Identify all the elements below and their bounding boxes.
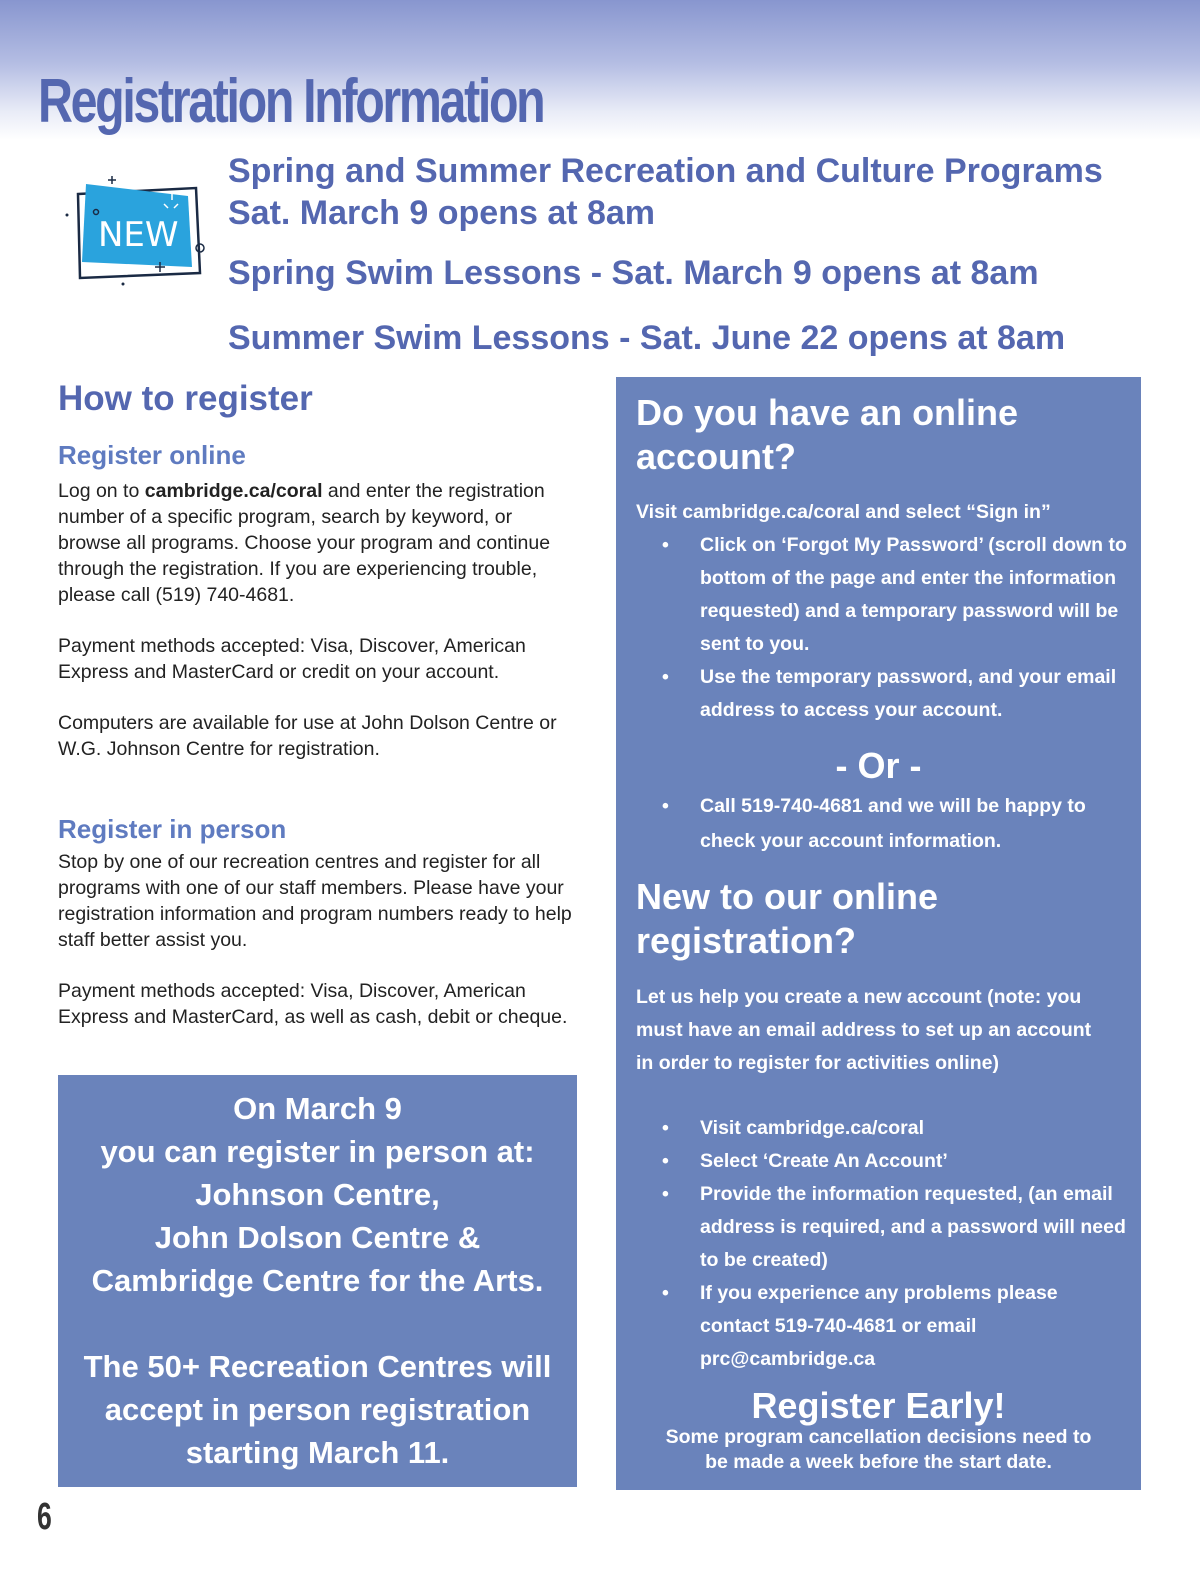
page-number: 6	[37, 1496, 52, 1538]
bullet-icon: •	[662, 1282, 669, 1304]
bullet-icon: •	[662, 1117, 669, 1139]
list-item	[636, 789, 1131, 859]
create-account-steps	[636, 1112, 1131, 1376]
march-box-line: Cambridge Centre for the Arts.	[91, 1263, 544, 1298]
announcement-line: Spring Swim Lessons - Sat. March 9 opens at 8am	[228, 254, 1039, 292]
register-in-person-text: Stop by one of our recreation centres and register for all programs with one of our staff members. Please have your registration information and program numbers ready to help staff better assist you.	[58, 851, 572, 951]
page-title: Registration Information	[38, 67, 544, 136]
new-badge	[60, 170, 210, 290]
register-online-heading: Register online	[58, 440, 246, 470]
march-box-line: starting March 11.	[185, 1435, 450, 1470]
march-registration-box	[58, 1075, 577, 1487]
register-in-person-heading: Register in person	[58, 814, 287, 844]
march-box-line: The 50+ Recreation Centres will	[83, 1349, 552, 1384]
march-box-line: accept in person registration	[104, 1392, 531, 1427]
register-early-note	[616, 1425, 1141, 1475]
online-account-box	[616, 377, 1141, 1490]
announcement-line: Sat. March 9 opens at 8am	[228, 194, 656, 232]
new-registration-heading-line: registration?	[636, 920, 857, 961]
bullet-icon: •	[662, 666, 669, 688]
list-item	[636, 1145, 1131, 1178]
call-option-list	[636, 789, 1131, 859]
register-online-text-prefix: Log on to	[58, 480, 145, 502]
list-item	[636, 529, 1131, 661]
how-to-register-heading: How to register	[58, 379, 313, 418]
march-box-line: On March 9	[233, 1091, 402, 1126]
list-item-text: Call 519-740-4681 and we will be happy to check your account information.	[700, 795, 1086, 852]
announcement-line: Spring and Summer Recreation and Culture Programs	[228, 152, 1103, 190]
register-early-note-line: Some program cancellation decisions need to	[665, 1426, 1092, 1448]
new-badge-text: NEW	[98, 215, 179, 255]
bullet-icon: •	[662, 534, 669, 556]
announcements	[228, 150, 1188, 359]
bullet-icon: •	[662, 1183, 669, 1205]
new-registration-heading-line: New to our online	[636, 876, 938, 917]
list-item-text: Click on ‘Forgot My Password’ (scroll down to bottom of the page and enter the information requested) and a temporary password will be sent to you.	[700, 534, 1127, 655]
bullet-icon: •	[662, 795, 669, 817]
forgot-password-steps	[636, 529, 1131, 727]
online-payment-methods: Payment methods accepted: Visa, Discover, American Express and MasterCard or credit on your account.	[58, 635, 526, 683]
list-item-text: Use the temporary password, and your email address to access your account.	[700, 666, 1117, 721]
online-account-heading	[636, 391, 1018, 479]
sign-in-instruction: Visit cambridge.ca/coral and select “Sign in”	[636, 501, 1051, 523]
create-account-intro: Let us help you create a new account (note: you must have an email address to set up an account in order to register for activities online)	[636, 986, 1092, 1074]
register-online-text-suffix: and enter the registration number of a specific program, search by keyword, or browse all programs. Choose your program and continue through the registration. If you are experiencing trouble, please call (519) 740-4681.	[58, 480, 551, 606]
list-item-text: Provide the information requested, (an email address is required, and a password will need to be created)	[700, 1183, 1126, 1271]
new-registration-heading	[636, 875, 938, 963]
march-box-line: John Dolson Centre &	[154, 1220, 481, 1255]
or-separator: - Or -	[835, 745, 922, 786]
coral-link[interactable]: cambridge.ca/coral	[144, 480, 323, 502]
online-account-heading-line: Do you have an online	[636, 392, 1019, 433]
bullet-icon: •	[662, 1150, 669, 1172]
register-early-note-line: be made a week before the start date.	[705, 1451, 1052, 1473]
list-item	[636, 1178, 1131, 1277]
register-early-heading: Register Early!	[751, 1385, 1006, 1426]
new-badge-icon	[60, 170, 210, 290]
list-item-text: Visit cambridge.ca/coral	[700, 1117, 924, 1139]
march-box-line: you can register in person at:	[100, 1134, 535, 1169]
list-item	[636, 1277, 1131, 1376]
online-account-heading-line: account?	[636, 436, 797, 477]
list-item	[636, 1112, 1131, 1145]
in-person-payment-methods: Payment methods accepted: Visa, Discover, American Express and MasterCard, as well as cash, debit or cheque.	[58, 980, 568, 1028]
list-item	[636, 661, 1131, 727]
how-to-register-section	[58, 376, 578, 1030]
register-online-text	[58, 478, 578, 608]
list-item-text: Select ‘Create An Account’	[700, 1150, 948, 1172]
announcement-line: Summer Swim Lessons - Sat. June 22 opens at 8am	[228, 319, 1066, 357]
computers-available-text: Computers are available for use at John Dolson Centre or W.G. Johnson Centre for registration.	[58, 712, 557, 760]
march-box-line: Johnson Centre,	[195, 1177, 440, 1212]
list-item-text: If you experience any problems please contact 519-740-4681 or email prc@cambridge.ca	[700, 1282, 1058, 1370]
